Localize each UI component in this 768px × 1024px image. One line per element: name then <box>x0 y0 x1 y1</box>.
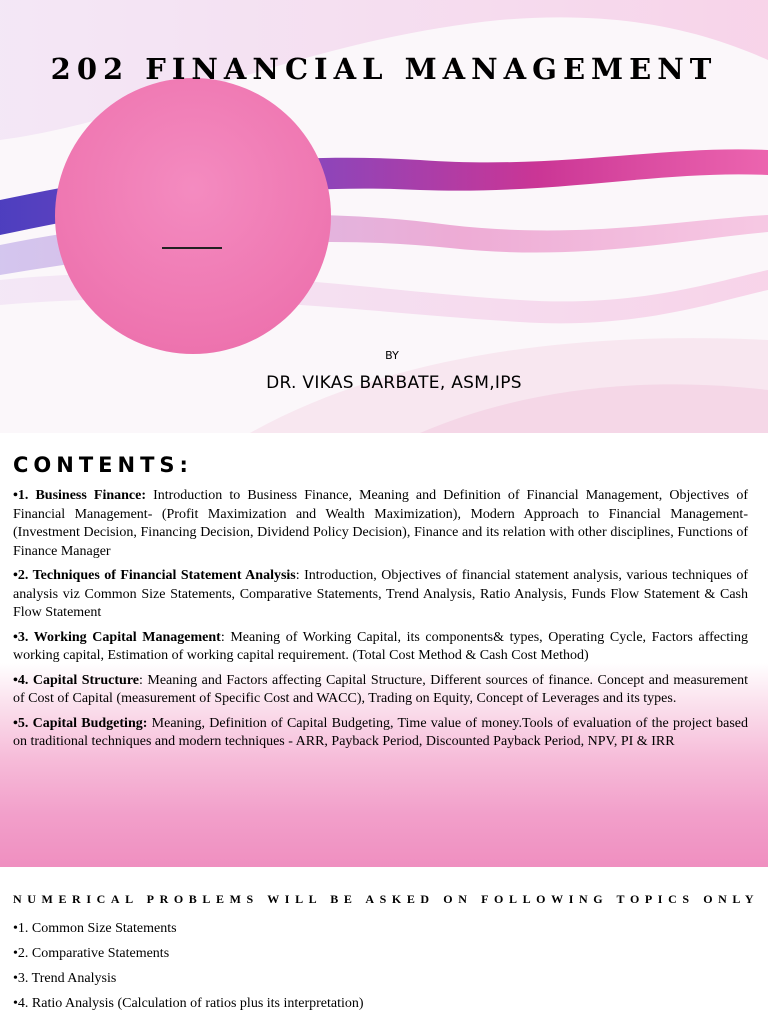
topic-item-4 <box>13 672 748 709</box>
decorative-rule <box>162 247 222 249</box>
topic-label: •1. Business Finance: <box>13 488 147 503</box>
topic-text: Introduction to Business Finance, Meaning and Definition of Financial Management, Objectives of Financial Management- (Profit Maximization and Wealth Maximization), Modern Approach to Financial Management- (Investment Decision, Financing Decision, Dividend Policy Decision), Finance and its relation with other disciplines, Functions of Finance Manager <box>13 488 748 559</box>
topic-label: •5. Capital Budgeting: <box>13 715 148 731</box>
presentation-title: 202 FINANCIAL MANAGEMENT <box>50 52 718 86</box>
by-label: BY <box>385 349 399 362</box>
topic-item-3 <box>13 629 748 666</box>
contents-heading: CONTENTS: <box>13 453 193 477</box>
list-item: •3. Trend Analysis <box>13 971 117 986</box>
pink-circle-decoration <box>55 78 331 354</box>
topic-text: : Introduction, Objectives of financial statement analysis, various techniques of analysis viz Common Size Statements, Comparative Statements, Trend Analysis, Ratio Analysis, Funds Flow Statement & Cash Flow Statement <box>13 568 748 620</box>
contents-slide <box>0 433 768 867</box>
topic-item-1 <box>13 487 748 561</box>
topic-label: •2. Techniques of Financial Statement Analysis <box>13 568 296 583</box>
list-item: •1. Common Size Statements <box>13 921 177 936</box>
topic-item-2 <box>13 567 748 623</box>
topic-text: : Meaning of Working Capital, its components& types, Operating Cycle, Factors affecting working capital, Estimation of working capital requirement. (Total Cost Method & Cash Cost Method) <box>13 629 748 663</box>
topic-label: •4. Capital Structure <box>13 672 139 688</box>
author-name: DR. VIKAS BARBATE, ASM,IPS <box>266 373 522 393</box>
topic-text: : Meaning and Factors affecting Capital Structure, Different sources of finance. Concept and measurement of Cost of Capital (measurement of Specific Cost and WACC), Trading on Equity, Concept of Leverages and its types. <box>13 672 748 706</box>
list-item: •2. Comparative Statements <box>13 946 170 961</box>
numerical-topics-slide <box>0 867 768 1024</box>
list-item: •4. Ratio Analysis (Calculation of ratios plus its interpretation) <box>13 996 364 1011</box>
topic-label: •3. Working Capital Management <box>13 629 221 645</box>
numerical-heading: NUMERICAL PROBLEMS WILL BE ASKED ON FOLLOWING TOPICS ONLY <box>13 892 760 906</box>
title-slide <box>0 0 768 433</box>
topic-item-5 <box>13 715 748 752</box>
topic-list <box>13 487 748 758</box>
topic-text: Meaning, Definition of Capital Budgeting, Time value of money.Tools of evaluation of the project based on traditional techniques and modern techniques - ARR, Payback Period, Discounted Payback Period, NPV, PI & IRR <box>13 715 748 749</box>
numerical-topic-list <box>13 920 364 1020</box>
